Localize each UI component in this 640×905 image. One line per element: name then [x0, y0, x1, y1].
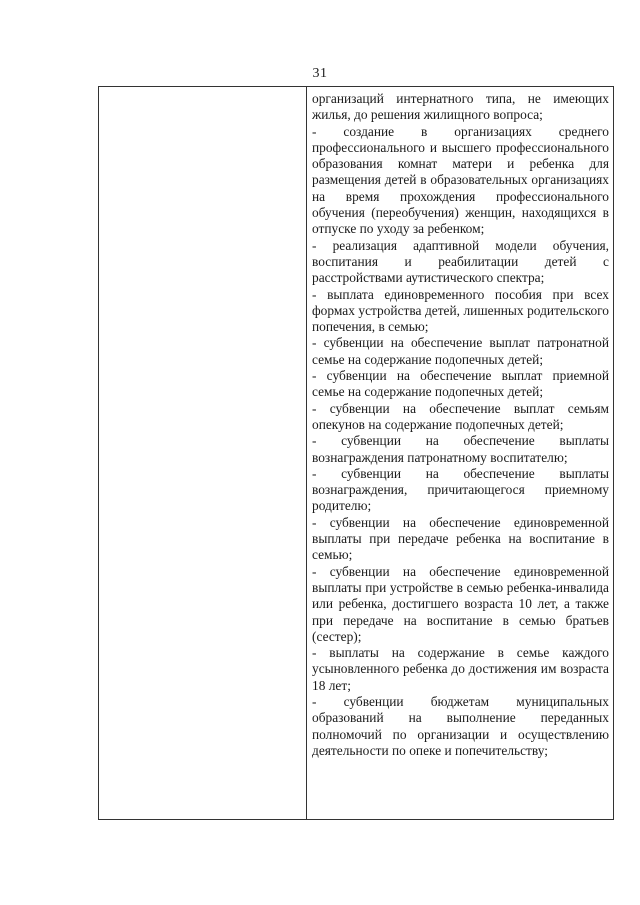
page-number: 31 [312, 66, 328, 81]
list-item: - выплата единовременного пособия при всех формах устройства детей, лишенных родительского попечения, в семью; [312, 286, 609, 335]
list-item: - субвенции на обеспечение единовременной выплаты при устройстве в семью ребенка-инвалида или ребенка, достигшего возраста 10 лет, а также при передаче на воспитание в семью братьев (сестер); [312, 563, 609, 644]
list-item: - создание в организациях среднего профессионального и высшего профессионального образования комнат матери и ребенка для размещения детей в образовательных организациях на время прохождения профессионального обучения (переобучения) женщин, находящихся в отпуске по уходу за ребенком; [312, 123, 609, 237]
list-item: - субвенции на обеспечение выплат приемной семье на содержание подопечных детей; [312, 368, 609, 400]
list-item: - субвенции на обеспечение выплат патронатной семье на содержание подопечных детей; [312, 335, 609, 367]
list-item: - субвенции на обеспечение единовременной выплаты при передаче ребенка на воспитание в семью; [312, 514, 609, 563]
list-item: - субвенции на обеспечение выплаты вознаграждения патронатному воспитателю; [312, 433, 609, 465]
list-item: - субвенции на обеспечение выплат семьям опекунов на содержание подопечных детей; [312, 400, 609, 432]
list-item: - выплаты на содержание в семье каждого усыновленного ребенка до достижения им возраста 18 лет; [312, 645, 609, 693]
list-item: организаций интернатного типа, не имеющих жилья, до решения жилищного вопроса; [312, 91, 609, 123]
list-item: - реализация адаптивной модели обучения, воспитания и реабилитации детей с расстройствами аутистического спектра; [312, 237, 609, 286]
table-cell-content [307, 87, 613, 819]
list-item: - субвенции на обеспечение выплаты вознаграждения, причитающегося приемному родителю; [312, 465, 609, 514]
measures-list [312, 91, 609, 759]
table-cell-empty [99, 87, 307, 819]
list-item: - субвенции бюджетам муниципальных образований на выполнение переданных полномочий по организации и осуществлению деятельности по опеке и попечительству; [312, 693, 609, 758]
document-table [98, 86, 614, 820]
